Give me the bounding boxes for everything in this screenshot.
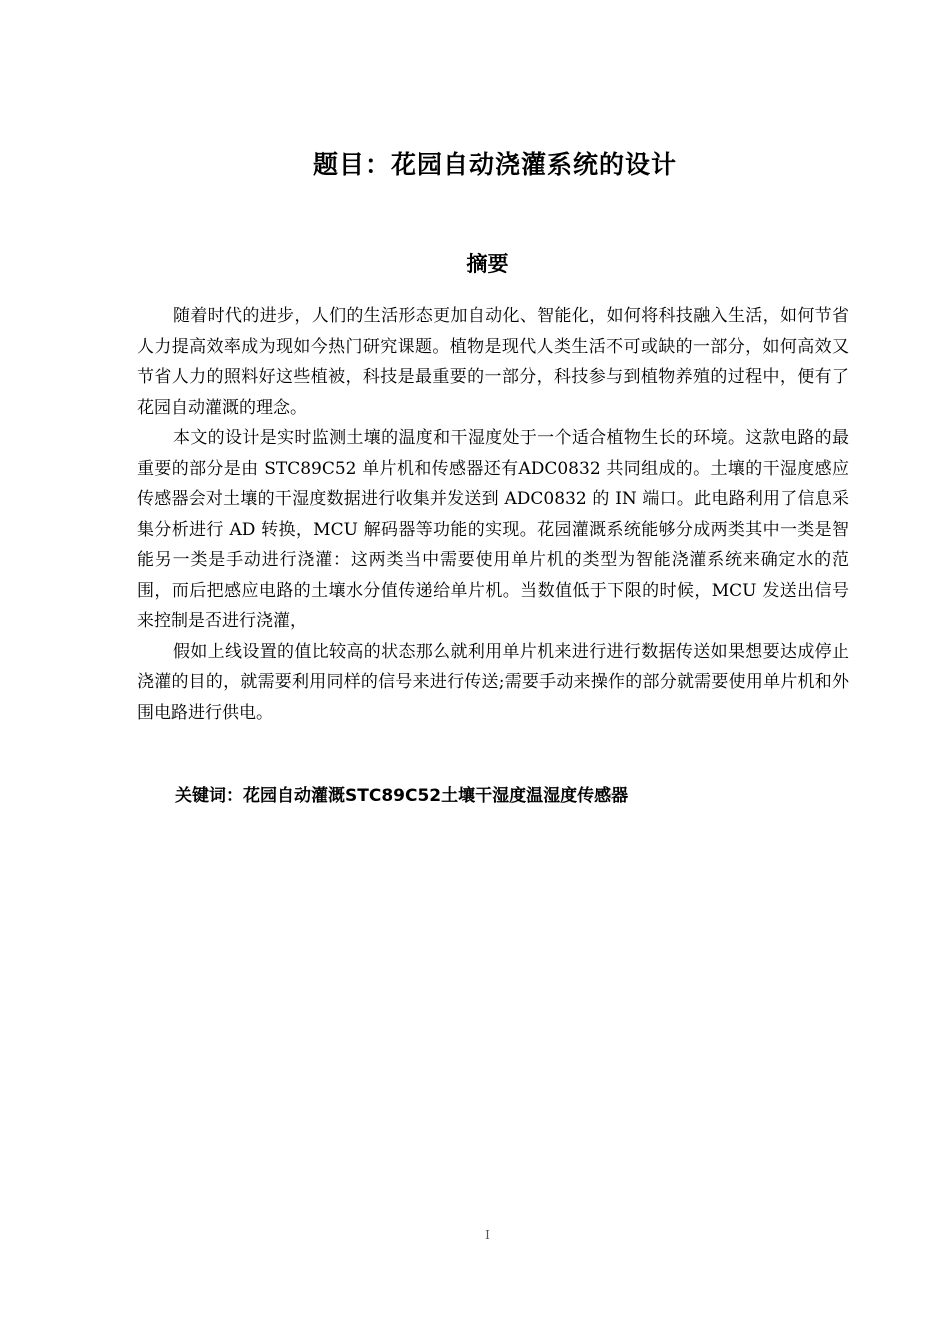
page-number: I	[485, 1228, 490, 1242]
abstract-paragraph: 随着时代的进步，人们的生活形态更加自动化、智能化，如何将科技融入生活，如何节省人力提高效率成为现如今热门研究课题。植物是现代人类生活不可或缺的一部分，如何高效又节省人力的照料好这些植被，科技是最重要的一部分，科技参与到植物养殖的过程中，便有了花园自动灌溉的理念。	[137, 306, 849, 418]
abstract-body	[137, 301, 849, 728]
abstract-paragraph: 本文的设计是实时监测土壤的温度和干湿度处于一个适合植物生长的环境。这款电路的最重要的部分是由 STC89C52 单片机和传感器还有ADC0832 共同组成的。土壤的干湿度感应传感器会对土壤的干湿度数据进行收集并发送到 ADC0832 的 IN 端口。此电路利用了信息采集分析进行 AD 转换，MCU 解码器等功能的实现。花园灌溉系统能够分成两类其中一类是智能另一类是手动进行浇灌：这两类当中需要使用单片机的类型为智能浇灌系统来确定水的范围，而后把感应电路的土壤水分值传递给单片机。当数值低于下限的时候，MCU 发送出信号来控制是否进行浇灌，	[137, 428, 849, 631]
keywords-line: 关键词：花园自动灌溉STC89C52土壤干湿度温湿度传感器	[175, 786, 629, 806]
page-title: 题目：花园自动浇灌系统的设计	[312, 150, 677, 179]
abstract-heading: 摘要	[466, 252, 509, 276]
abstract-paragraph: 假如上线设置的值比较高的状态那么就利用单片机来进行进行数据传送如果想要达成停止浇灌的目的，就需要利用同样的信号来进行传送;需要手动来操作的部分就需要使用单片机和外围电路进行供电。	[137, 641, 849, 723]
